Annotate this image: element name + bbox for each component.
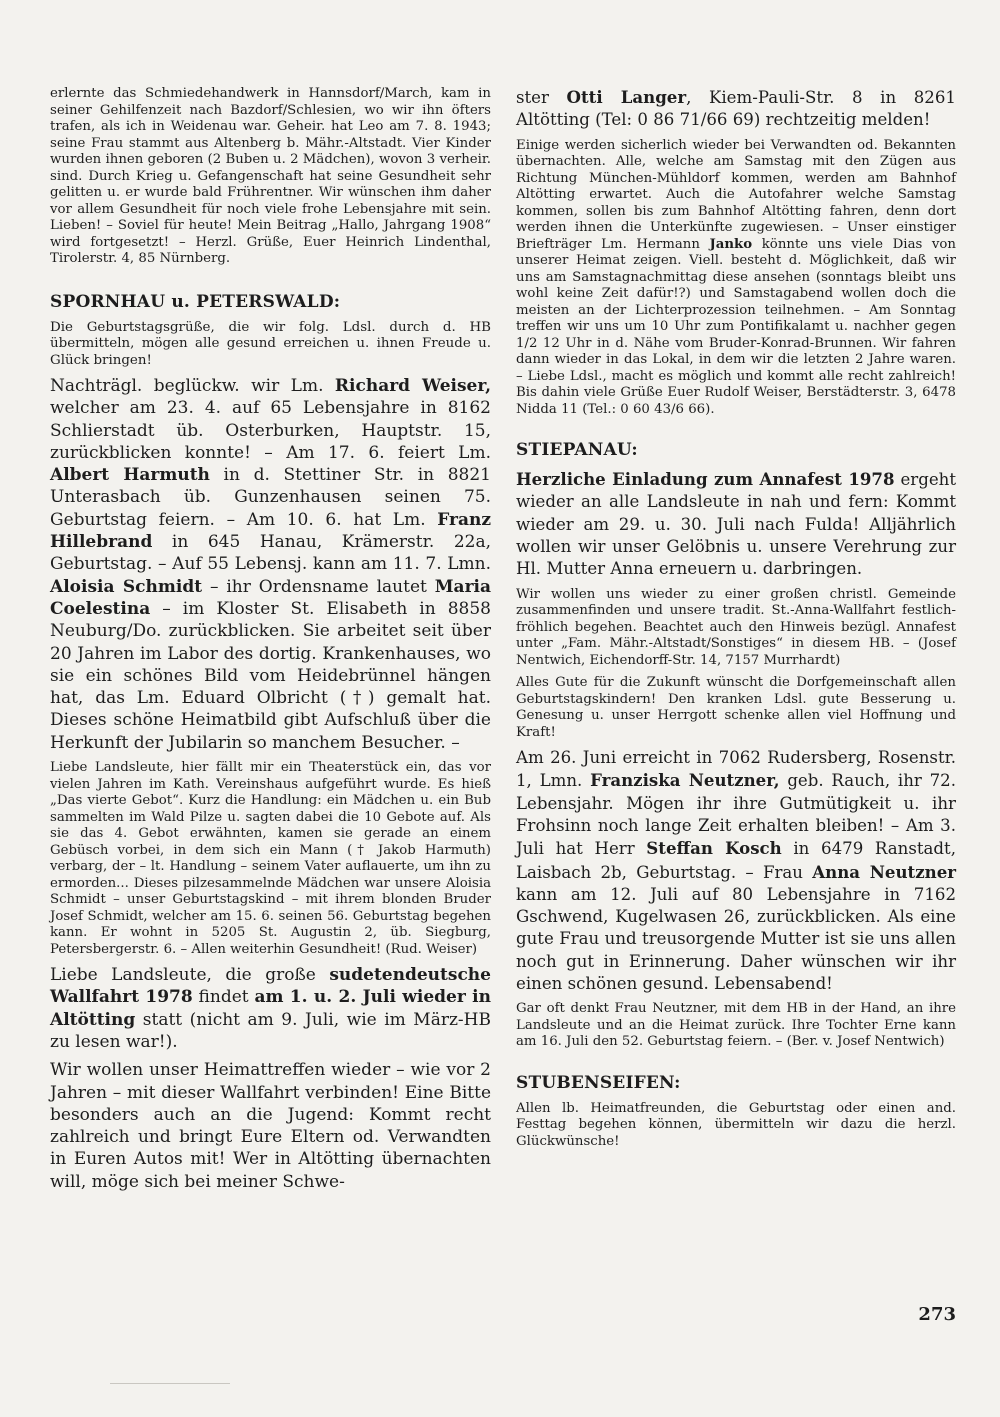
- text-paragraph: [50, 375, 491, 754]
- text-paragraph: Gar oft denkt Frau Neutzner, mit dem HB in der Hand, an ihre Landsleute und an die Heimat zurück. Ihre Tochter Erne kann am 16. Juli den 52. Geburtstag feiern. – (Ber. v. Josef Nentwich): [516, 1001, 956, 1050]
- text-paragraph: [516, 468, 956, 580]
- person-name: Janko: [709, 236, 753, 252]
- page-number: 273: [918, 1304, 956, 1325]
- text-run: kann am 12. Juli auf 80 Lebensjahre in 7162 Gschwend, Kugelwasen 26, zurückblicken. Als eine gute Frau und treusorgende Mutter ist sie uns allen noch gut in Erinnerung. Daher wünschen wir ihr einen schönen gesund. Lebensabend!: [516, 884, 956, 994]
- person-name: Anna Neutzner: [812, 861, 957, 882]
- bold-phrase: Herzliche Einladung zum Annafest 1978: [516, 469, 895, 490]
- person-name: Richard Weiser,: [334, 376, 492, 396]
- person-name: Steffan Kosch: [646, 838, 782, 859]
- text-run: in 6479 Ranstadt, Laisbach 2b, Geburtstag. – Frau: [516, 839, 956, 882]
- text-paragraph: Wir wollen uns wieder zu einer großen christl. Gemeinde zusammenfinden und unsere tradit. St.-Anna-Wallfahrt festlich-fröhlich begehen. Beachtet auch den Hinweis bezügl. Annafest unter „Fam. Mähr.-Altstadt/Sonstiges“ in diesem HB. – (Josef Nentwich, Eichendorff-Str. 14, 7157 Murrhardt): [516, 586, 956, 668]
- text-paragraph: [50, 964, 491, 1053]
- text-paragraph: erlernte das Schmiedehandwerk in Hannsdorf/March, kam in seiner Gehilfenzeit nach Bazdorf/Schlesien, wo wir ihn öfters trafen, als ich in Weidenau war. Geheir. hat Leo am 7. 8. 1943; seine Frau stammt aus Altenberg b. Mähr.-Altstadt. Vier Kinder wurden ihnen geboren (2 Buben u. 2 Mädchen), wovon 3 verheir. sind. Durch Krieg u. Gefangenschaft hat seine Gesundheit sehr gelitten u. er wurde bald Frührentner. Wir wünschen ihm daher vor allem Gesundheit für noch viele frohe Lebensjahre mit sein. Lieben! – Soviel für heute! Mein Beitrag „Hallo, Jahrgang 1908“ wird fortgesetzt! – Herzl. Grüße, Euer Heinrich Lindenthal, Tirolerstr. 4, 85 Nürnberg.: [50, 86, 491, 266]
- person-name: Otti Langer: [566, 87, 687, 107]
- text-run: Nachträgl. beglückw. wir Lm.: [50, 376, 335, 396]
- text-run: – im Kloster St. Elisabeth in 8858 Neuburg/Do. zurückblicken. Sie arbeitet seit über 20 Jahren im Labor des dortig. Krankenhauses, wo sie ein schönes Bild vom Heidebrünnel hängen hat, das Lm. Eduard Olbricht (†) gemalt hat. Dieses schöne Heimatbild gibt Aufschluß über die Herkunft der Jubilarin so manchem Besucher. –: [50, 598, 491, 753]
- text-run: welcher am 23. 4. auf 65 Lebensjahre in 8162 Schlierstadt üb. Osterburken, Hauptstr. 15, zurückblicken konnte! – Am 17. 6. feiert Lm.: [50, 398, 491, 463]
- text-run: ergeht wieder an alle Landsleute in nah und fern: Kommt wieder am 29. u. 30. Juli nach Fulda! Alljährlich wollen wir unser Gelöbnis u. unsere Verehrung zur Hl. Mutter Anna erneuern u. darbringen.: [516, 470, 957, 579]
- section-heading-stiepanau: STIEPANAU:: [516, 440, 638, 461]
- person-name: Albert Harmuth: [50, 465, 210, 486]
- text-paragraph: Alles Gute für die Zukunft wünscht die Dorfgemeinschaft allen Geburtstagskindern! Den kranken Ldsl. gute Besserung u. Genesung u. unser Herrgott schenke allen viel Hoffnung und Kraft!: [516, 675, 956, 740]
- person-name: Franz Hillebrand: [50, 509, 491, 553]
- text-run: könnte uns viele Dias von unserer Heimat zeigen. Viell. besteht d. Möglichkeit, daß wir uns am Samstagnachmittag diese ansehen (sonntags bleibt uns wohl keine Zeit dafür!?) und Samstagabend wollen doch die meisten an der Lichterprozession teilnehmen. – Am Sonntag treffen wir uns um 10 Uhr zum Pontifikalamt u. nachher gegen 1/2 12 Uhr in d. Nähe vom Bruder-Konrad-Brunnen. Wir fahren dann wieder in das Lokal, in dem wir die letzten 2 Jahre waren. – Liebe Ldsl., macht es möglich und kommt alle recht zahlreich! Bis dahin viele Grüße Euer Rudolf Weiser, Berstädterstr. 3, 6478 Nidda 11 (Tel.: 0 60 43/6 66).: [516, 236, 956, 417]
- left-column: [50, 86, 491, 1199]
- section-heading-stubenseifen: STUBENSEIFEN:: [516, 1072, 681, 1093]
- section-heading-spornhau: SPORNHAU u. PETERSWALD:: [50, 291, 341, 312]
- person-name: Franziska Neutzner,: [590, 770, 780, 791]
- text-run: Liebe Landsleute, die große: [50, 965, 330, 986]
- text-run: geb. Rauch, ihr 72. Lebensjahr. Mögen ihr ihre Gutmütigkeit u. ihr Frohsinn noch lange Zeit erhalten bleiben! – Am 3. Juli hat Herr: [516, 771, 956, 859]
- text-paragraph: [516, 86, 956, 132]
- text-paragraph: Wir wollen unser Heimattreffen wieder – wie vor 2 Jahren – mit dieser Wallfahrt verbinden! Eine Bitte besonders auch an die Jugend: Kommt recht zahlreich und bringt Eure Eltern od. Verwandten in Euren Autos mit! Wer in Altötting übernachten will, möge sich bei meiner Schwe-: [50, 1060, 491, 1192]
- text-paragraph: [516, 138, 956, 419]
- text-paragraph: Liebe Landsleute, hier fällt mir ein Theaterstück ein, das vor vielen Jahren im Kath. Vereinshaus aufgeführt wurde. Es hieß „Das vierte Gebot“. Kurz die Handlung: ein Mädchen u. ein Bub sammelten im Wald Pilze u. sagten dabei die 10 Gebote auf. Als sie das 4. Gebot erwähnten, kamen sie gerade an einem Gebüsch vorbei, in dem sich ein Mann († Jakob Harmuth) verbarg, der – lt. Handlung – seinem Vater auflauerte, um ihn zu ermorden... Dieses pilzesammelnde Mädchen war unsere Aloisia Schmidt – unser Geburtstagskind – mit ihrem blonden Bruder Josef Schmidt, welcher am 15. 6. seinen 56. Geburtstag begehen kann. Er wohnt in 5205 St. Augustin 2, üb. Siegburg, Petersbergerstr. 6. – Allen weiterhin Gesundheit! (Rud. Weiser): [50, 760, 491, 957]
- person-name: Aloisia Schmidt: [50, 576, 203, 597]
- text-run: findet: [192, 987, 255, 1008]
- text-run: – ihr Ordensname lautet: [202, 576, 435, 597]
- text-run: statt (nicht am 9. Juli, wie im März-HB zu lesen war!).: [50, 1009, 491, 1052]
- text-run: in 645 Hanau, Krämerstr. 22a, Geburtstag. – Auf 55 Lebensj. kann am 11. 7. Lmn.: [50, 532, 491, 575]
- text-run: Einige werden sicherlich wieder bei Verwandten od. Bekannten übernachten. Alle, welche am Samstag mit den Zügen aus Richtung München-Mühldorf kommen, werden am Bahnhof Altötting erwartet. Auch die Autofahrer welche Samstag kommen, sollen bis zum Bahnhof Altötting fahren, denn dort werden ihnen die Unterkünfte zugewiesen. – Unser einstiger Briefträger Lm. Hermann: [516, 137, 956, 252]
- bold-phrase: am 1. u. 2. Juli wieder in Altötting: [50, 987, 491, 1030]
- text-paragraph: Allen lb. Heimatfreunden, die Geburtstag oder einen and. Festtag begehen können, übermitteln wir dazu die herzl. Glückwünsche!: [516, 1100, 956, 1149]
- divider: [110, 1383, 230, 1384]
- right-column: [516, 86, 956, 1156]
- text-paragraph: Die Geburtstagsgrüße, die wir folg. Ldsl. durch d. HB übermitteln, mögen alle gesund erreichen u. ihnen Freude u. Glück bringen!: [50, 319, 491, 368]
- person-name: Maria Coelestina: [50, 576, 491, 619]
- bold-phrase: sudetendeutsche Wallfahrt 1978: [50, 965, 491, 1008]
- text-run: in d. Stettiner Str. in 8821 Unterasbach üb. Gunzenhausen seinen 75. Geburtstag feiern. – Am 10. 6. hat Lm.: [50, 465, 491, 530]
- text-run: Am 26. Juni erreicht in 7062 Rudersberg, Rosenstr. 1, Lmn.: [516, 748, 956, 791]
- text-run: ster: [516, 88, 567, 107]
- text-paragraph: [516, 747, 956, 995]
- text-run: , Kiem-Pauli-Str. 8 in 8261 Altötting (Tel: 0 86 71/66 69) rechtzeitig melden!: [516, 88, 956, 130]
